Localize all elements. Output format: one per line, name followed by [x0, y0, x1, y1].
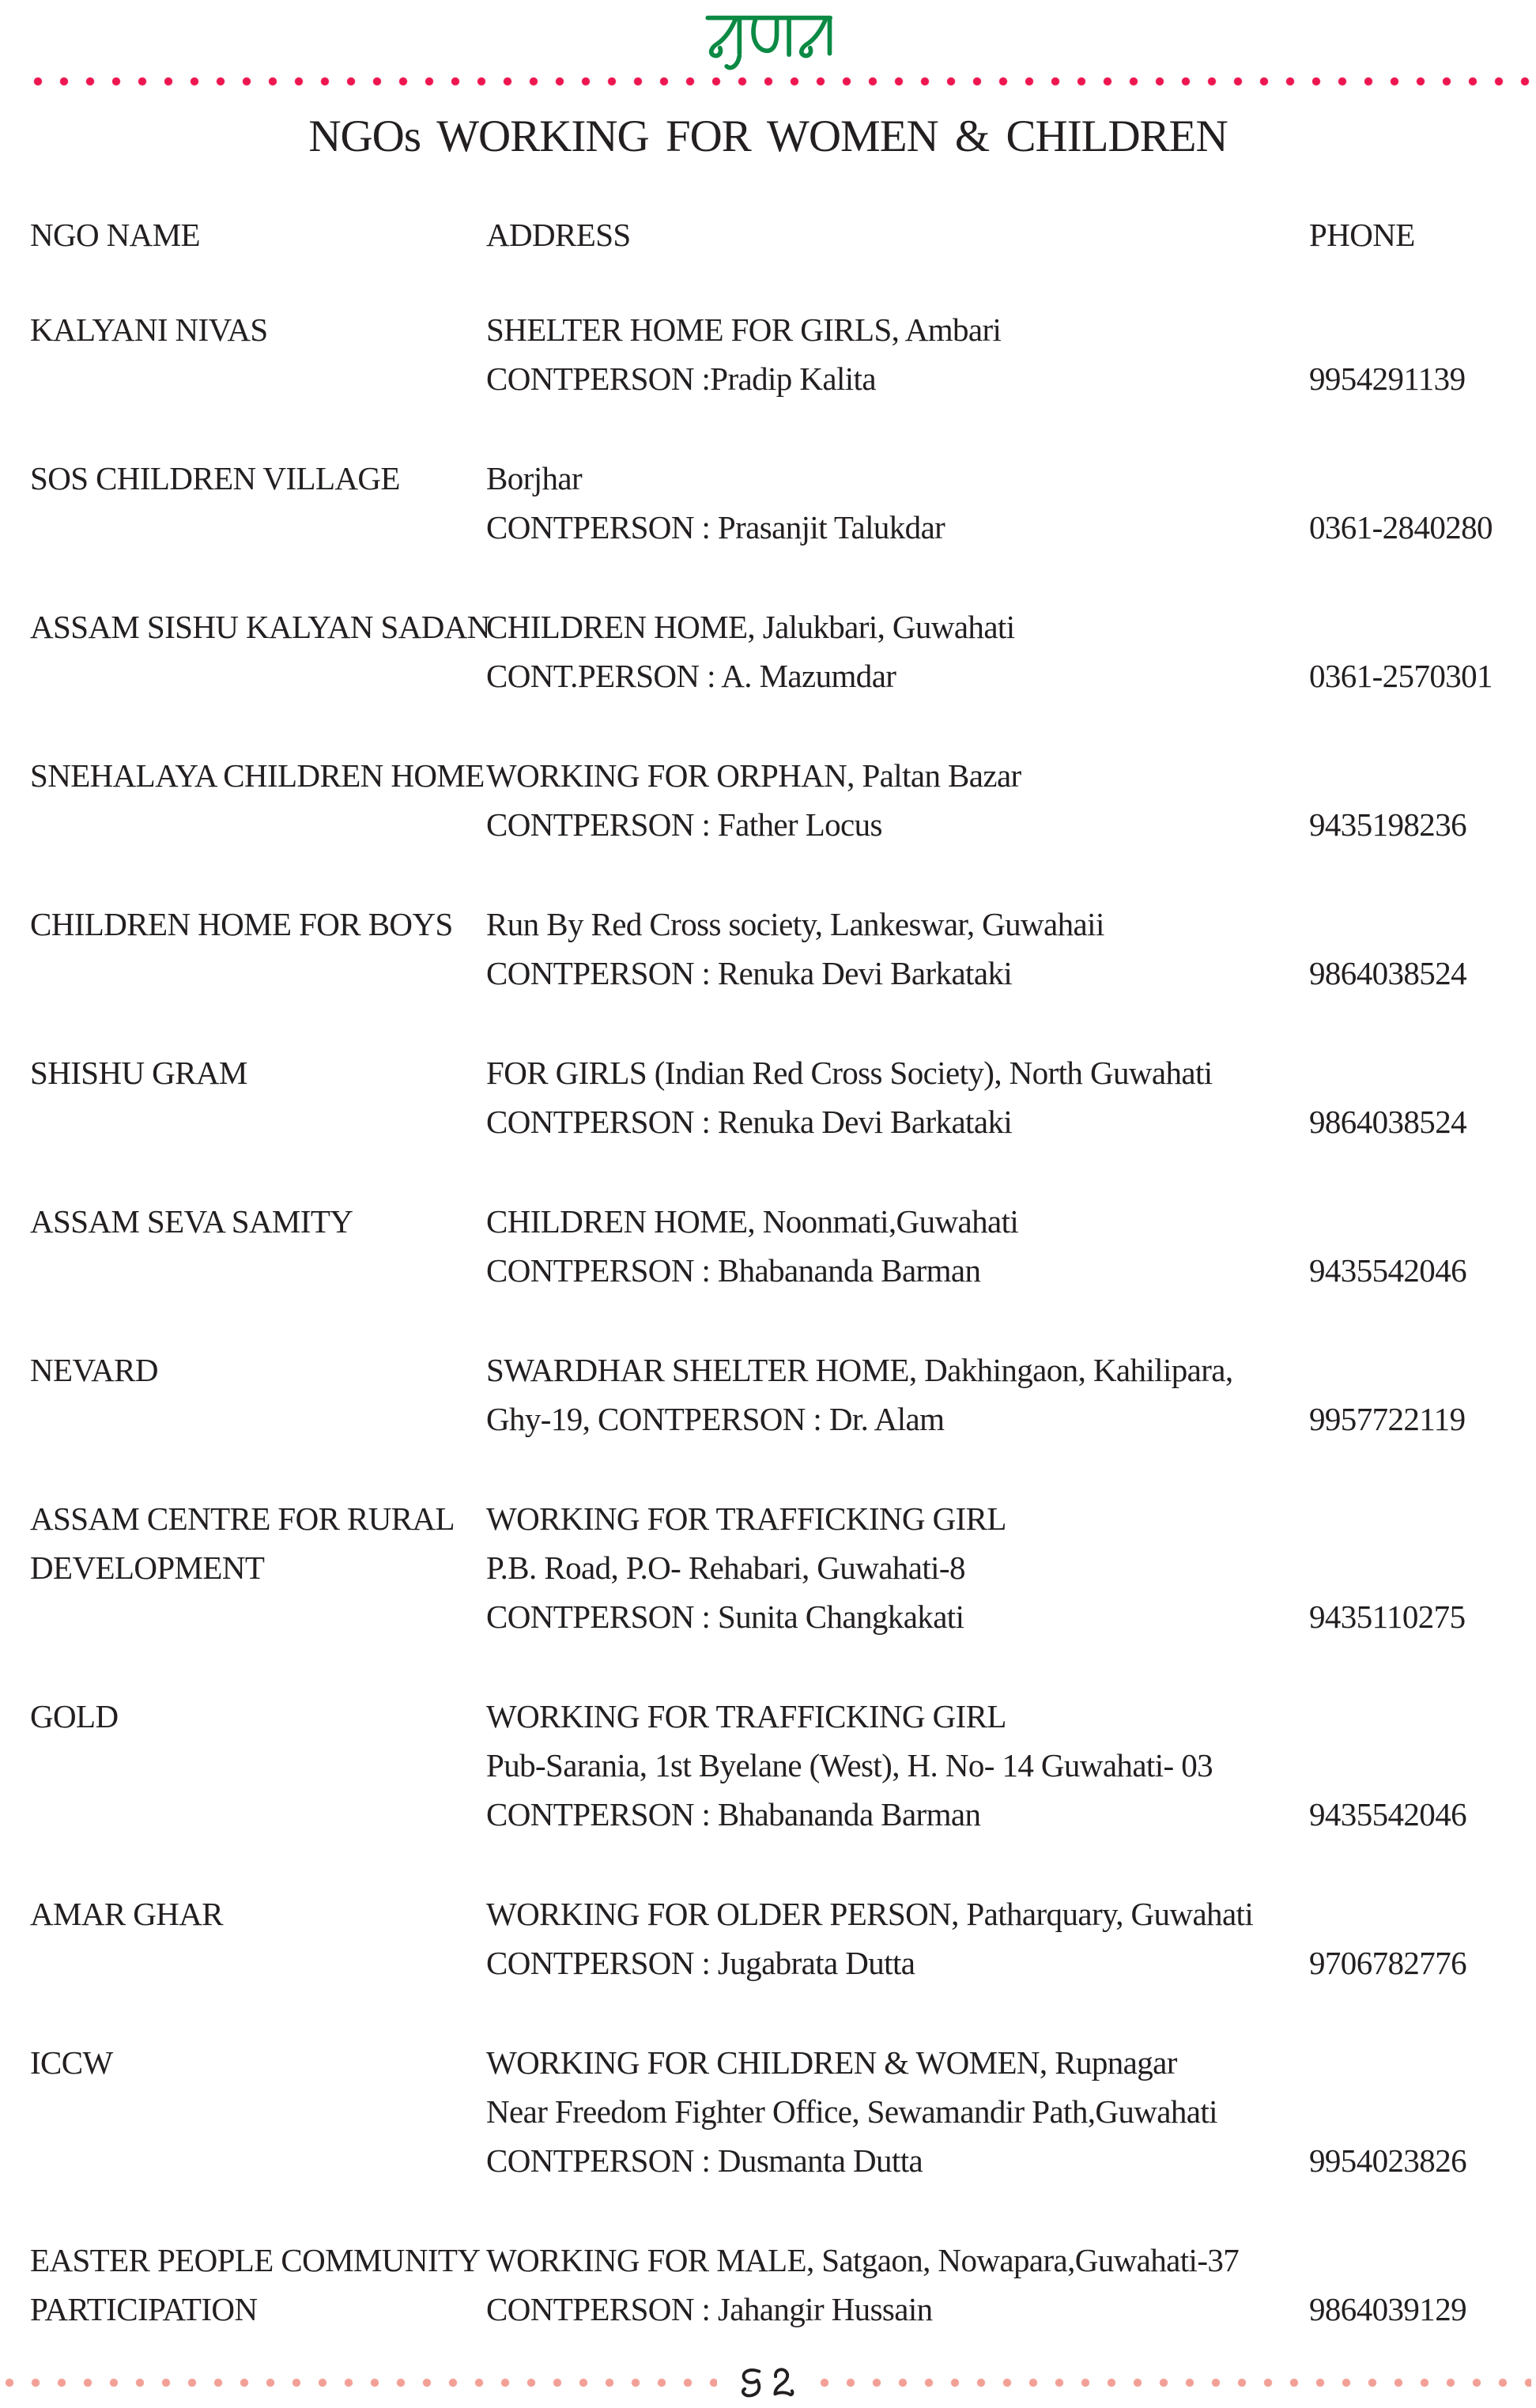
ngo-name-cell: SNEHALAYA CHILDREN HOME — [30, 757, 485, 794]
address-cell: FOR GIRLS (Indian Red Cross Society), North Guwahati — [486, 1054, 1213, 1091]
ngo-name-cell: AMAR GHAR — [30, 1895, 224, 1932]
entry-row — [30, 2080, 1520, 2129]
top-dotted-divider — [33, 76, 1536, 87]
column-header-phone: PHONE — [1309, 216, 1415, 253]
address-cell: Pub-Sarania, 1st Byelane (West), H. No- 14 Guwahati- 03 — [486, 1746, 1213, 1783]
column-header-ngo-name: NGO NAME — [30, 216, 200, 253]
entry-row — [30, 1338, 1520, 1387]
address-cell: P.B. Road, P.O- Rehabari, Guwahati-8 — [486, 1549, 965, 1586]
address-cell: CONTPERSON : Bhabananda Barman — [486, 1795, 981, 1832]
ngo-entry — [30, 447, 1520, 545]
address-cell: CONTPERSON : Jugabrata Dutta — [486, 1944, 915, 1981]
entry-row — [30, 1487, 1520, 1536]
entry-row — [30, 1041, 1520, 1090]
entry-row — [30, 893, 1520, 942]
ngo-name-cell: SHISHU GRAM — [30, 1054, 247, 1091]
entry-row — [30, 1090, 1520, 1139]
entry-row — [30, 447, 1520, 496]
ngo-name-cell: CHILDREN HOME FOR BOYS — [30, 905, 453, 942]
ngo-name-cell: NEVARD — [30, 1351, 158, 1388]
ngo-name-cell: ASSAM SISHU KALYAN SADAN — [30, 608, 490, 645]
address-cell: CONTPERSON : Father Locus — [486, 806, 882, 843]
entry-row — [30, 1882, 1520, 1931]
ngo-entry — [30, 595, 1520, 693]
phone-cell: 9954291139 — [1309, 360, 1466, 397]
entry-row — [30, 347, 1520, 396]
address-cell: Borjhar — [486, 459, 583, 496]
phone-cell: 0361-2570301 — [1309, 657, 1493, 694]
address-cell: CHILDREN HOME, Noonmati,Guwahati — [486, 1202, 1019, 1240]
address-cell: CONTPERSON :Pradip Kalita — [486, 360, 876, 397]
ngo-name-cell: PARTICIPATION — [30, 2290, 258, 2327]
address-cell: CONT.PERSON : A. Mazumdar — [486, 657, 896, 694]
phone-cell: 9435542046 — [1309, 1251, 1467, 1289]
address-cell: SHELTER HOME FOR GIRLS, Ambari — [486, 311, 1002, 348]
entry-row — [30, 744, 1520, 793]
address-cell: CONTPERSON : Sunita Changkakati — [486, 1598, 964, 1635]
entry-row — [30, 298, 1520, 347]
page-number — [738, 2361, 799, 2405]
entry-row — [30, 1536, 1520, 1585]
phone-cell: 9435110275 — [1309, 1598, 1466, 1635]
table-header-row — [30, 203, 1520, 252]
address-cell: CONTPERSON : Renuka Devi Barkataki — [486, 1103, 1013, 1140]
address-cell: SWARDHAR SHELTER HOME, Dakhingaon, Kahilipara, — [486, 1351, 1233, 1388]
page-number-bengali-icon — [738, 2361, 799, 2405]
entry-row — [30, 1190, 1520, 1239]
address-cell: Ghy-19, CONTPERSON : Dr. Alam — [486, 1400, 945, 1437]
entry-row — [30, 2129, 1520, 2178]
address-cell: Near Freedom Fighter Office, Sewamandir Path,Guwahati — [486, 2093, 1217, 2130]
ngo-table — [0, 203, 1536, 2327]
entry-row — [30, 1685, 1520, 1734]
entries-list — [30, 298, 1520, 2327]
ngo-name-cell: ASSAM CENTRE FOR RURAL — [30, 1500, 455, 1537]
page-footer — [0, 2361, 1536, 2405]
address-cell: WORKING FOR ORPHAN, Paltan Bazar — [486, 757, 1021, 794]
entry-row — [30, 942, 1520, 991]
address-cell: WORKING FOR TRAFFICKING GIRL — [486, 1697, 1006, 1734]
entry-row — [30, 1585, 1520, 1634]
phone-cell: 9957722119 — [1309, 1400, 1466, 1437]
ngo-entry — [30, 1041, 1520, 1139]
entry-row — [30, 2031, 1520, 2080]
entry-row — [30, 1239, 1520, 1288]
ngo-entry — [30, 744, 1520, 842]
address-cell: CHILDREN HOME, Jalukbari, Guwahati — [486, 608, 1015, 645]
address-cell: CONTPERSON : Jahangir Hussain — [486, 2290, 933, 2327]
phone-cell: 9435198236 — [1309, 806, 1467, 843]
entry-row — [30, 2229, 1520, 2278]
address-cell: CONTPERSON : Bhabananda Barman — [486, 1251, 981, 1289]
ngo-name-cell: KALYANI NIVAS — [30, 311, 268, 348]
address-cell: WORKING FOR MALE, Satgaon, Nowapara,Guwahati-37 — [486, 2241, 1240, 2278]
ngo-entry — [30, 298, 1520, 396]
entry-row — [30, 595, 1520, 644]
ngo-entry — [30, 1338, 1520, 1436]
entry-row — [30, 1783, 1520, 1832]
ngo-entry — [30, 1685, 1520, 1832]
entry-row — [30, 793, 1520, 842]
address-cell: CONTPERSON : Prasanjit Talukdar — [486, 508, 945, 545]
ngo-entry — [30, 1487, 1520, 1634]
entry-row — [30, 2278, 1520, 2327]
address-cell: CONTPERSON : Renuka Devi Barkataki — [486, 954, 1013, 991]
phone-cell: 9954023826 — [1309, 2142, 1467, 2179]
ngo-entry — [30, 2229, 1520, 2327]
ngo-entry — [30, 1882, 1520, 1980]
phone-cell: 9706782776 — [1309, 1944, 1467, 1981]
page-title: NGOs WORKING FOR WOMEN & CHILDREN — [308, 111, 1228, 161]
address-cell: CONTPERSON : Dusmanta Dutta — [486, 2142, 923, 2179]
bottom-dotted-divider-right — [820, 2377, 1532, 2388]
masthead — [0, 0, 1536, 76]
address-cell: WORKING FOR CHILDREN & WOMEN, Rupnagar — [486, 2044, 1177, 2081]
bottom-dotted-divider-left — [5, 2377, 717, 2388]
ngo-name-cell: GOLD — [30, 1697, 119, 1734]
column-header-address: ADDRESS — [486, 216, 631, 253]
ngo-entry — [30, 1190, 1520, 1288]
ngo-name-cell: ASSAM SEVA SAMITY — [30, 1202, 353, 1240]
entry-row — [30, 1931, 1520, 1980]
phone-cell: 0361-2840280 — [1309, 508, 1493, 545]
ngo-entry — [30, 893, 1520, 991]
phone-cell: 9435542046 — [1309, 1795, 1467, 1832]
phone-cell: 9864039129 — [1309, 2290, 1467, 2327]
phone-cell: 9864038524 — [1309, 954, 1467, 991]
entry-row — [30, 1387, 1520, 1436]
address-cell: Run By Red Cross society, Lankeswar, Guwahaii — [486, 905, 1104, 942]
ngo-name-cell: DEVELOPMENT — [30, 1549, 265, 1586]
masthead-bengali-word-icon — [704, 9, 832, 77]
entry-row — [30, 1734, 1520, 1783]
address-cell: WORKING FOR OLDER PERSON, Patharquary, Guwahati — [486, 1895, 1254, 1932]
entry-row — [30, 644, 1520, 693]
ngo-entry — [30, 2031, 1520, 2178]
ngo-name-cell: EASTER PEOPLE COMMUNITY — [30, 2241, 481, 2278]
phone-cell: 9864038524 — [1309, 1103, 1467, 1140]
address-cell: WORKING FOR TRAFFICKING GIRL — [486, 1500, 1006, 1537]
ngo-name-cell: ICCW — [30, 2044, 113, 2081]
ngo-name-cell: SOS CHILDREN VILLAGE — [30, 459, 400, 496]
page-header — [0, 0, 1536, 162]
entry-row — [30, 496, 1520, 545]
